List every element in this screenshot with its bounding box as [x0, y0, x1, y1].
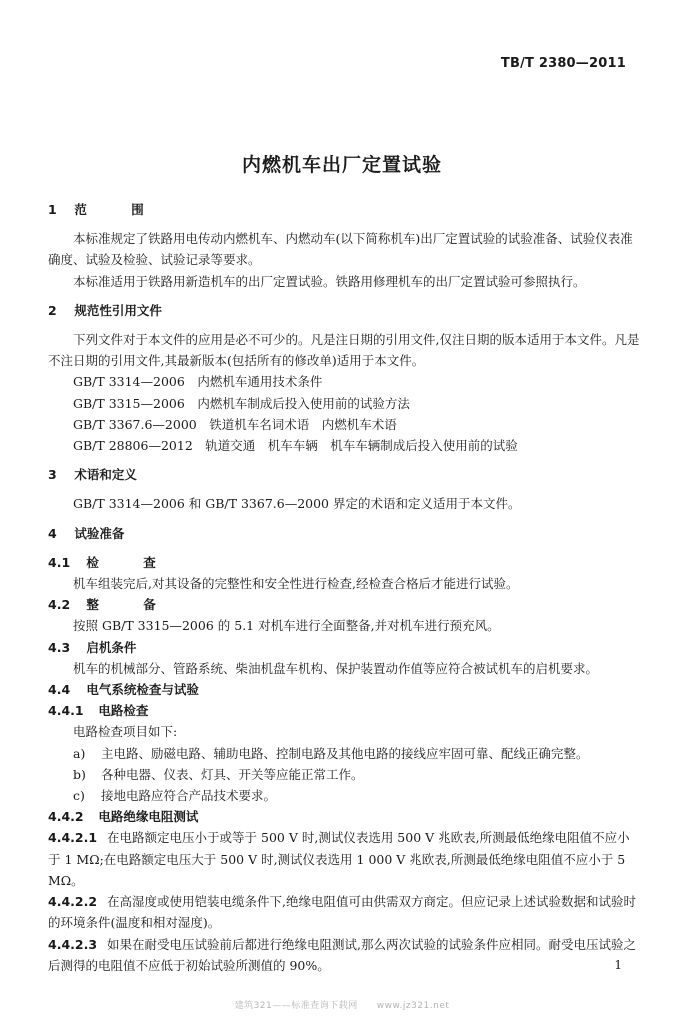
watermark: 建筑321——标准查询下载网 www.jz321.net [234, 1001, 450, 1011]
subsection-number: 4.4.1 [48, 703, 84, 719]
section-title: 试验准备 [74, 525, 125, 541]
paragraph: GB/T 3314—2006 和 GB/T 3367.6—2000 界定的术语和定义适用于本文件。 [73, 496, 521, 512]
reference-item: GB/T 3315—2006 内燃机车制成后投入使用前的试验方法 [73, 395, 410, 411]
section-number: 2 [48, 302, 57, 318]
section-title: 范 围 [74, 202, 164, 217]
subsection-4-3-heading [48, 637, 640, 658]
reference-item: GB/T 3367.6—2000 铁道机车名词术语 内燃机车术语 [73, 416, 397, 432]
subsection-title: 整 备 [86, 597, 176, 613]
section-title: 术语和定义 [74, 467, 137, 483]
standard-number: TB/T 2380—2011 [500, 56, 626, 71]
clause-number: 4.4.2.3 [48, 936, 98, 952]
subsection-4-4-2-heading [48, 806, 640, 827]
clause-text: 如果在耐受电压试验前后都进行绝缘电阻测试,那么两次试验的试验条件应相同。耐受电压试验之后测得的电阻值不应低于初始试验所测值的 90%。 [48, 936, 637, 973]
paragraph: 机车组装完后,对其设备的完整性和安全性进行检查,经检查合格后才能进行试验。 [73, 576, 519, 592]
subsection-title: 电路检查 [98, 703, 149, 719]
list-text: 接地电路应符合产品技术要求。 [101, 788, 277, 804]
section-2-heading [48, 300, 640, 321]
subsection-4-4-1-heading [48, 700, 640, 721]
subsection-number: 4.3 [48, 639, 71, 655]
reference-item: GB/T 28806—2012 轨道交通 机车车辆 机车车辆制成后投入使用前的试验 [73, 438, 518, 454]
list-marker: c) [73, 788, 85, 804]
list-item [48, 764, 640, 785]
reference-item: GB/T 3314—2006 内燃机车通用技术条件 [73, 374, 323, 390]
document-title: 内燃机车出厂定置试验 [241, 154, 442, 176]
paragraph: 机车的机械部分、管路系统、柴油机盘车机构、保护装置动作值等应符合被试机车的启机要求。 [73, 660, 599, 676]
list-item [48, 785, 640, 806]
paragraph: 下列文件对于本文件的应用是必不可少的。凡是注日期的引用文件,仅注日期的版本适用于本文件。凡是不注日期的引用文件,其最新版本(包括所有的修改单)适用于本文件。 [48, 332, 640, 369]
subsection-4-2-heading [48, 594, 640, 615]
section-number: 4 [48, 525, 57, 541]
section-4-heading [48, 523, 640, 544]
section-1-heading [48, 199, 640, 220]
clause-4-4-2-1 [48, 827, 640, 891]
paragraph: 本标准适用于铁路用新造机车的出厂定置试验。铁路用修理机车的出厂定置试验可参照执行。 [73, 273, 586, 289]
clause-4-4-2-2 [48, 891, 640, 933]
list-text: 主电路、励磁电路、辅助电路、控制电路及其他电路的接线应牢固可靠、配线正确完整。 [101, 745, 589, 761]
subsection-number: 4.1 [48, 554, 71, 570]
subsection-title: 检 查 [86, 554, 176, 570]
clause-text: 在电路额定电压小于或等于 500 V 时,测试仪表选用 500 V 兆欧表,所测最低绝缘电阻值不应小于 1 MΩ;在电路额定电压大于 500 V 时,测试仪表选用 1 000 V 兆欧表,所测最低绝缘电阻值不应小于 5 MΩ。 [48, 830, 630, 888]
clause-number: 4.4.2.1 [48, 830, 98, 846]
subsection-title: 启机条件 [86, 639, 137, 655]
clause-text: 在高湿度或使用铠装电缆条件下,绝缘电阻值可由供需双方商定。但应记录上述试验数据和试验时的环境条件(温度和相对湿度)。 [48, 894, 637, 931]
subsection-number: 4.4 [48, 682, 71, 698]
page-number: 1 [614, 958, 622, 972]
paragraph: 按照 GB/T 3315—2006 的 5.1 对机车进行全面整备,并对机车进行预充风。 [73, 618, 500, 634]
paragraph: 本标准规定了铁路用电传动内燃机车、内燃动车(以下简称机车)出厂定置试验的试验准备、试验仪表准确度、试验及检验、试验记录等要求。 [48, 231, 633, 268]
list-item [48, 743, 640, 764]
clause-number: 4.4.2.2 [48, 894, 98, 910]
subsection-number: 4.2 [48, 597, 71, 613]
list-marker: b) [73, 766, 86, 782]
subsection-title: 电气系统检查与试验 [86, 682, 199, 698]
subsection-title: 电路绝缘电阻测试 [98, 809, 199, 825]
clause-4-4-2-3 [48, 934, 640, 976]
paragraph: 电路检查项目如下: [73, 724, 178, 740]
section-number: 3 [48, 467, 57, 483]
section-3-heading [48, 464, 640, 485]
list-marker: a) [73, 745, 86, 761]
section-title: 规范性引用文件 [74, 302, 162, 318]
subsection-4-1-heading [48, 552, 640, 573]
subsection-4-4-heading [48, 679, 640, 700]
document-body [48, 199, 640, 976]
list-text: 各种电器、仪表、灯具、开关等应能正常工作。 [101, 766, 364, 782]
section-number: 1 [48, 202, 57, 217]
subsection-number: 4.4.2 [48, 809, 84, 825]
